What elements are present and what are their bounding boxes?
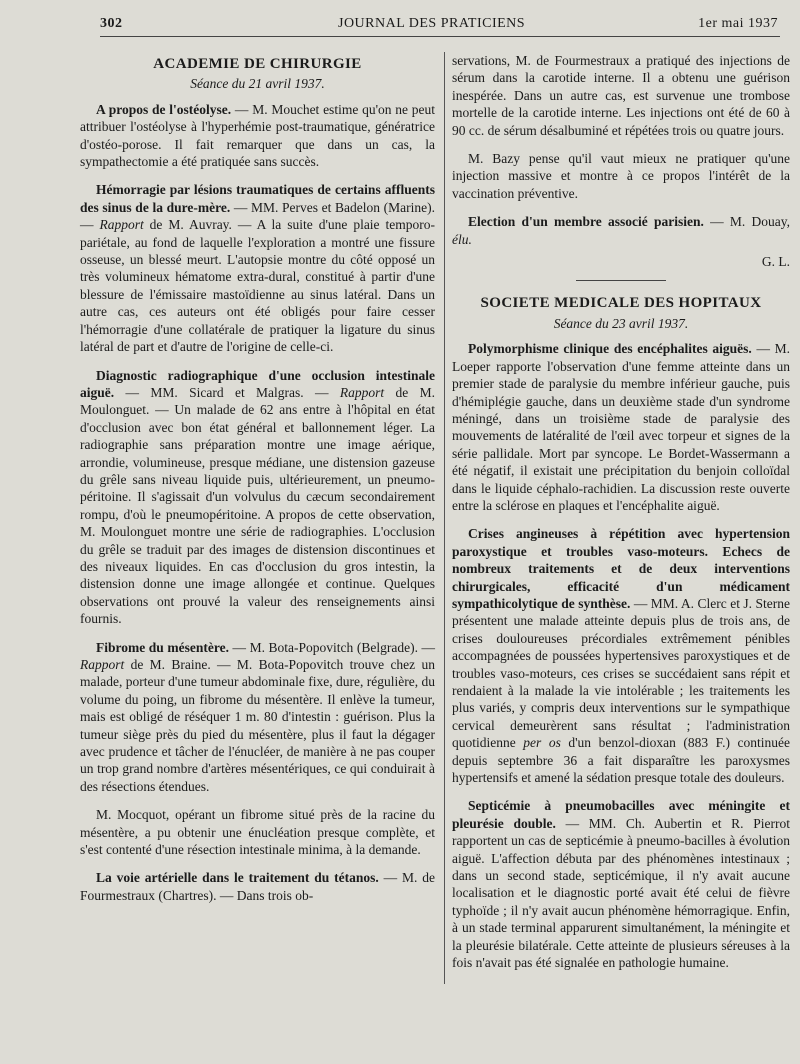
section-rule	[576, 280, 666, 281]
article-hemorragie	[80, 181, 435, 355]
article-title: Polymorphisme clinique des encéphalites aiguës.	[468, 341, 752, 357]
article-text: — M. de Fourmestraux (Chartres). — Dans trois ob-	[80, 870, 435, 903]
section-date-academie: Séance du 21 avril 1937.	[190, 76, 325, 92]
article-text: — M. Bota-Popovitch trouve chez un malade, porteur d'une tumeur abdominale fixe, dure, régulière, du volume du poing, un fibrome du mésentère. Il enlève la tumeur, mais est obligé de réséquer 1 m. 80 d'intestin : guérison. Plus la tumeur siège près du pied du mésentère, plus il faut la dégager avec prudence et tâcher de l'énucléer, de manière à ne pas couper un trop grand nombre d'artères mésentériques, ce qui conduirait à des résections étendues.	[80, 657, 435, 794]
article-title: Election d'un membre associé parisien.	[468, 214, 704, 230]
article-bazy: M. Bazy pense qu'il vaut mieux ne pratiquer qu'une injection massive et montre à ce propos l'intérêt de la vaccination préventive.	[452, 151, 790, 201]
article-septicemie	[452, 797, 790, 971]
rapport-label: Rapport	[80, 657, 125, 672]
column-divider	[444, 52, 445, 984]
section-title-societe: SOCIETE MEDICALE DES HOPITAUX	[480, 295, 762, 312]
article-title: A propos de l'ostéolyse.	[96, 101, 232, 117]
article-title: Hémorragie par lésions traumatiques de certains affluents des sinus de la dure-mère.	[80, 182, 435, 215]
article-fibrome-cont: M. Mocquot, opérant un fibrome situé près de la racine du mésentère, a pu obtenir une énucléation presque complète, et s'est contenté d'une résection intestinale minima, à la demande.	[80, 807, 435, 858]
article-osteolyse	[80, 101, 435, 171]
article-text: — MM. Ch. Aubertin et R. Pierrot rapportent un cas de septicémie à pneumo-bacilles à évolution aiguë. L'affection débuta par des phénomènes intestinaux ; dans un second stade, septicémique, il n'y avait aucune localisation et le diagnostic porté avait été celui de fièvre typhoïde ; il n'y avait aucun phénomène hémorragique. Enfin, à un stade terminal apparurent simultanément, la méningite et la pleurésie bilatérale. Cette atteinte de plusieurs séreuses à la fois n'avait pas été signalée en pathologie humaine.	[452, 815, 790, 971]
article-authors: — MM. Sicard et Malgras. —	[114, 384, 340, 400]
article-title: La voie artérielle dans le traitement du tétanos.	[96, 870, 379, 886]
article-authors: — M. Bota-Popovitch (Belgrade). —	[228, 639, 436, 655]
article-text: — Un malade de 62 ans entre à l'hôpital en état d'occlusion avec bon état général et ballonnement léger. La radiographie sans préparation montre une image aérique, arrondie, volumineuse, presque médiane, une distension gazeuse du grêle sans niveau liquide puis, ultérieurement, un pneumo-péritoine. Il s'agissait d'un volvulus du cæcum secondairement rompu, d'où le pneumopéritoine. A propos de cette observation, M. Moulonguet montre une série de radiographies. L'occlusion du grêle se traduit par des images de distension discontinues et des niveaux liquides. En cas d'occlusion du gros intestin, la distension donne une image allongée et continue. Quelques observations ont prouvé la valeur des renseignements ainsi fournis.	[80, 402, 435, 627]
article-fibrome	[80, 639, 435, 796]
page-header	[100, 14, 780, 37]
page-number: 302	[100, 16, 123, 31]
article-election	[452, 213, 790, 248]
article-text-cont: d'un benzol-dioxan (883 F.) continuée depuis septembre 36 a fait disparaître les paroxysmes hypertensifs et amené la sédation presque totale des douleurs.	[452, 735, 790, 786]
article-title: Crises angineuses à répétition avec hypertension paroxystique et troubles vaso-moteurs. Echecs de nombreux traitements et de deux interventions chirurgicales, efficacité d'un médicament sympathicolytique de synthèse.	[452, 526, 790, 611]
article-title: Fibrome du mésentère.	[96, 639, 229, 655]
article-text: — M. Douay,	[703, 214, 790, 230]
article-occlusion	[80, 367, 435, 628]
left-column	[80, 52, 435, 915]
section-title-academie: ACADEMIE DE CHIRURGIE	[153, 56, 362, 72]
article-text: — M. Loeper rapporte l'observation d'une femme atteinte dans un premier stade de paralysie du membre inférieur gauche, puis d'hémiplégie gauche, dans un deuxième stade d'un syndrome méningé, dans un troisième stade de paralysie des mouvements de latéralité de l'œil avec torpeur et signes de la série pallidale. Mort par syncope. Le Bordet-Wassermann a été négatif, il existait une précipitation du benjoin colloïdal dans le liquide céphalo-rachidien. La discussion reste ouverte entre la sclérose en plaques et l'encéphalite aiguë.	[452, 341, 790, 513]
article-text: — A la suite d'une plaie temporo-pariétale, au fond de laquelle l'exploration a montré une fissure osseuse, un blessé meurt. L'autopsie montre du côté opposé un très volumineux hématome extra-dural, constitué à partir d'une blessure de l'émissaire mastoïdienne au sinus latéral. Dans un autre cas, ces auteurs ont été obligés pour faire cesser l'hémorragie d'une collatérale de pratiquer la ligature du sinus latéral de part et d'autre de l'origine de celle-ci.	[80, 217, 435, 355]
article-text: — M. Mouchet estime qu'on ne peut attribuer l'ostéolyse à l'hyperhémie post-traumatique, génératrice d'ostéo-porose. Il fait remarquer que dans un cas, la sympathectomie a été pratiquée sans succès.	[80, 101, 436, 170]
article-rapporteur: de M. Moulonguet.	[80, 384, 435, 418]
issue-date: 1er mai 1937	[698, 16, 778, 31]
rapport-label: Rapport	[339, 384, 385, 400]
article-title: Diagnostic radiographique d'une occlusion intestinale aiguë.	[80, 367, 435, 400]
elu-label: élu.	[452, 231, 472, 247]
article-crises-angineuses	[452, 525, 790, 786]
signature: G. L.	[761, 254, 790, 270]
article-title: Septicémie à pneumobacilles avec méningite et pleurésie double.	[452, 798, 790, 831]
rapport-label: Rapport	[99, 217, 144, 233]
article-rapporteur: de M. Auvray.	[143, 217, 232, 233]
journal-title: JOURNAL DES PRATICIENS	[338, 16, 526, 31]
section-date-societe: Séance du 23 avril 1937.	[553, 315, 689, 331]
article-authors: — MM. Perves et Badelon (Marine). —	[80, 199, 435, 233]
right-column	[452, 52, 790, 983]
article-tetanos	[80, 869, 435, 904]
per-os-label: per os	[523, 735, 561, 751]
article-rapporteur: de M. Braine.	[124, 657, 211, 672]
article-encephalites	[452, 340, 790, 514]
article-text: — MM. A. Clerc et J. Sterne présentent une malade atteinte depuis plus de trois ans, de crises douloureuses précordiales extrêmement pénibles accompagnées de poussées hypertensives paroxystiques et de troubles vaso-moteurs, ces crises se succédaient sans répit et rendaient à la malade la vie intolérable ; les traitements les plus variés, y compris deux interventions sur le sympathique cervical demeurèrent sans résultat ; l'administration quotidienne	[452, 595, 790, 751]
article-tetanos-cont: servations, M. de Fourmestraux a pratiqué des injections de sérum dans la carotide interne. Il a obtenu une guérison inespérée. Dans un autre cas, est survenue une trombose mortelle de la carotide interne. Les injections ont été de 60 à 90 cc. de sérum désalbuminé et répétées trois ou quatre jours.	[452, 53, 790, 138]
